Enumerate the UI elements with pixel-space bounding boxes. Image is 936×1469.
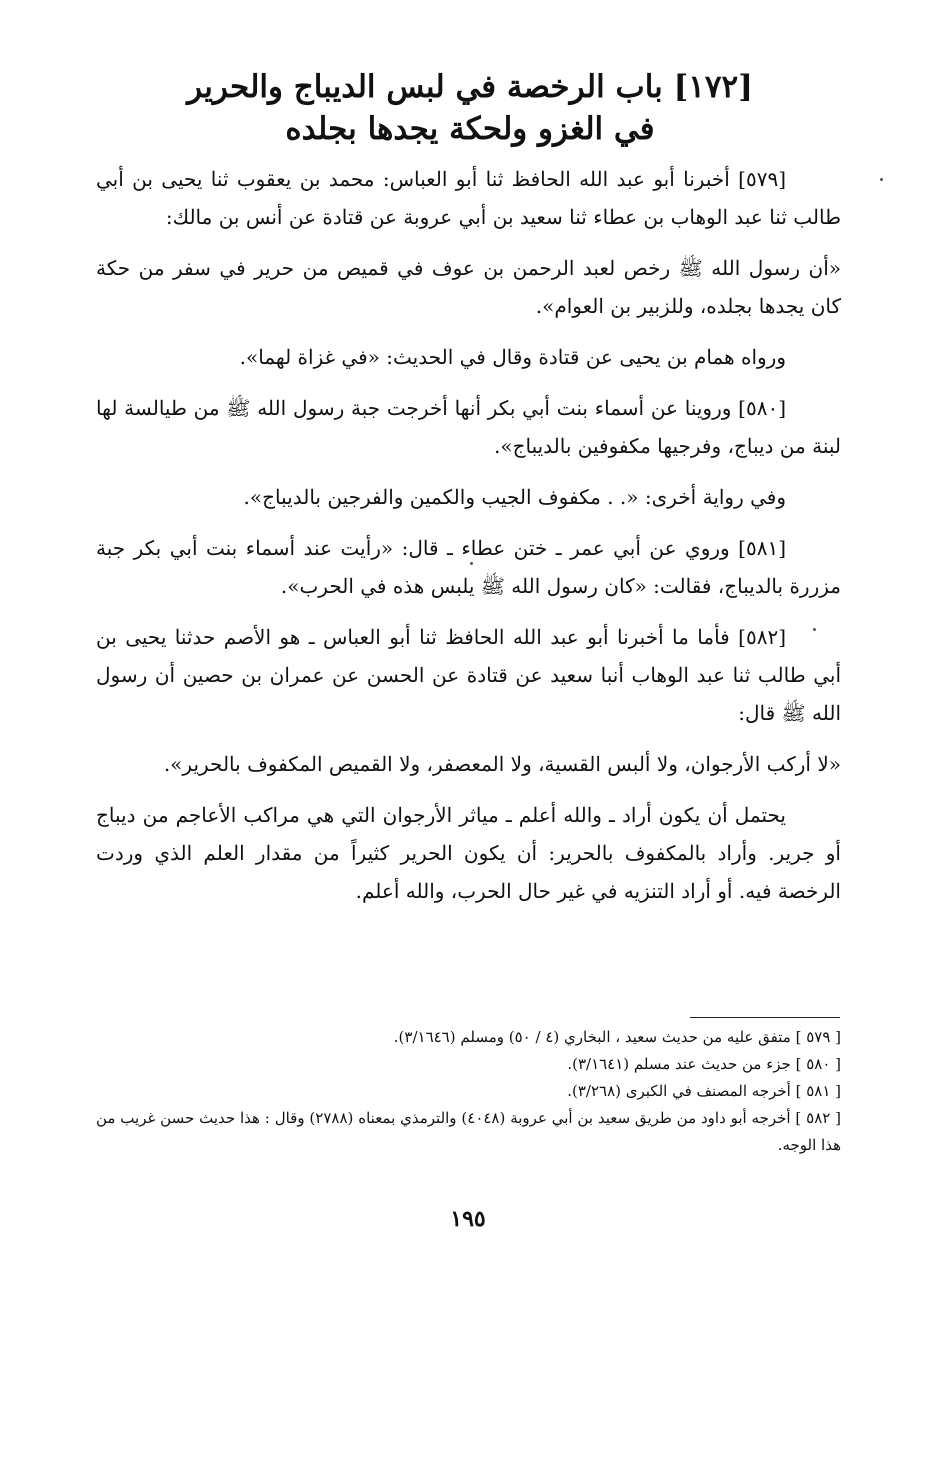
paragraph-commentary: يحتمل أن يكون أراد ـ والله أعلم ـ مياثر الأرجوان التي هي مراكب الأعاجم من ديباج أو جرير. وأراد بالمكفوف بالحرير: أن يكون الحرير كثيراً من مقدار العلم الذي وردت الرخصة فيه. أو أراد التنزيه في غير حال الحرب، والله أعلم. — [96, 803, 841, 903]
scan-speck — [813, 628, 816, 631]
main-text — [96, 160, 841, 923]
footnote-582: [ ٥٨٢ ] أخرجه أبو داود من طريق سعيد بن أبي عروبة (٤٠٤٨) والترمذي بمعناه (٢٧٨٨) وقال : هذا حديث حسن غريب من هذا الوجه. — [96, 1109, 842, 1154]
footnote-580: [ ٥٨٠ ] جزء من حديث عند مسلم (٣/١٦٤١). — [567, 1055, 841, 1073]
footnotes — [96, 1024, 841, 1159]
paragraph-other-narration: وفي رواية أخرى: «. . مكفوف الجيب والكمين والفرجين بالديباج». — [243, 485, 786, 509]
paragraph-hadith-580: [٥٨٠] وروينا عن أسماء بنت أبي بكر أنها أخرجت جبة رسول الله ﷺ من طيالسة لها لبنة من ديباج، وفرجيها مكفوفين بالديباج». — [96, 396, 841, 458]
paragraph-hadith-581: [٥٨١] وروي عن أبي عمر ـ ختن عطاء ـ قال: «رأيت عند أسماء بنت أبي بكر جبة مزررة بالديباج، فقالت: «كان رسول الله ﷺ يلبس هذه في الحرب». — [96, 536, 841, 598]
paragraph-hadith-582: [٥٨٢] فأما ما أخبرنا أبو عبد الله الحافظ ثنا أبو العباس ـ هو الأصم حدثنا يحيى بن أبي طالب ثنا عبد الوهاب أنبا سعيد عن قتادة عن الحسن عن عمران بن حصين أن رسول الله ﷺ قال: — [96, 625, 841, 725]
footnote-separator — [690, 1017, 840, 1018]
paragraph-hammam-narration: ورواه همام بن يحيى عن قتادة وقال في الحديث: «في غزاة لهما». — [239, 345, 786, 369]
paragraph-hadith-582-text: «لا أركب الأرجوان، ولا ألبس القسية، ولا المعصفر، ولا القميص المكفوف بالحرير». — [163, 752, 841, 776]
page-number: ١٩٥ — [450, 1206, 486, 1232]
paragraph-hadith-579-text: «أن رسول الله ﷺ رخص لعبد الرحمن بن عوف في قميص من حرير في سفر من حكة كان يجدها بجلده، وللزبير بن العوام». — [96, 256, 841, 318]
footnote-581: [ ٥٨١ ] أخرجه المصنف في الكبرى (٣/٢٦٨). — [567, 1082, 841, 1100]
scan-speck — [880, 178, 883, 181]
chapter-heading-line-1: [١٧٢] باب الرخصة في لبس الديباج والحرير — [187, 69, 753, 105]
scan-speck — [470, 562, 473, 565]
footnote-579: [ ٥٧٩ ] متفق عليه من حديث سعيد ، البخاري (٤ / ٥٠) ومسلم (٣/١٦٤٦). — [393, 1028, 841, 1046]
chapter-heading-line-2: في الغزو ولحكة يجدها بجلده — [285, 111, 655, 147]
paragraph-hadith-579: [٥٧٩] أخبرنا أبو عبد الله الحافظ ثنا أبو العباس: محمد بن يعقوب ثنا يحيى بن أبي طالب ثنا عبد الوهاب بن عطاء ثنا سعيد بن أبي عروبة عن قتادة عن أنس بن مالك: — [96, 167, 841, 229]
chapter-heading — [120, 66, 820, 150]
